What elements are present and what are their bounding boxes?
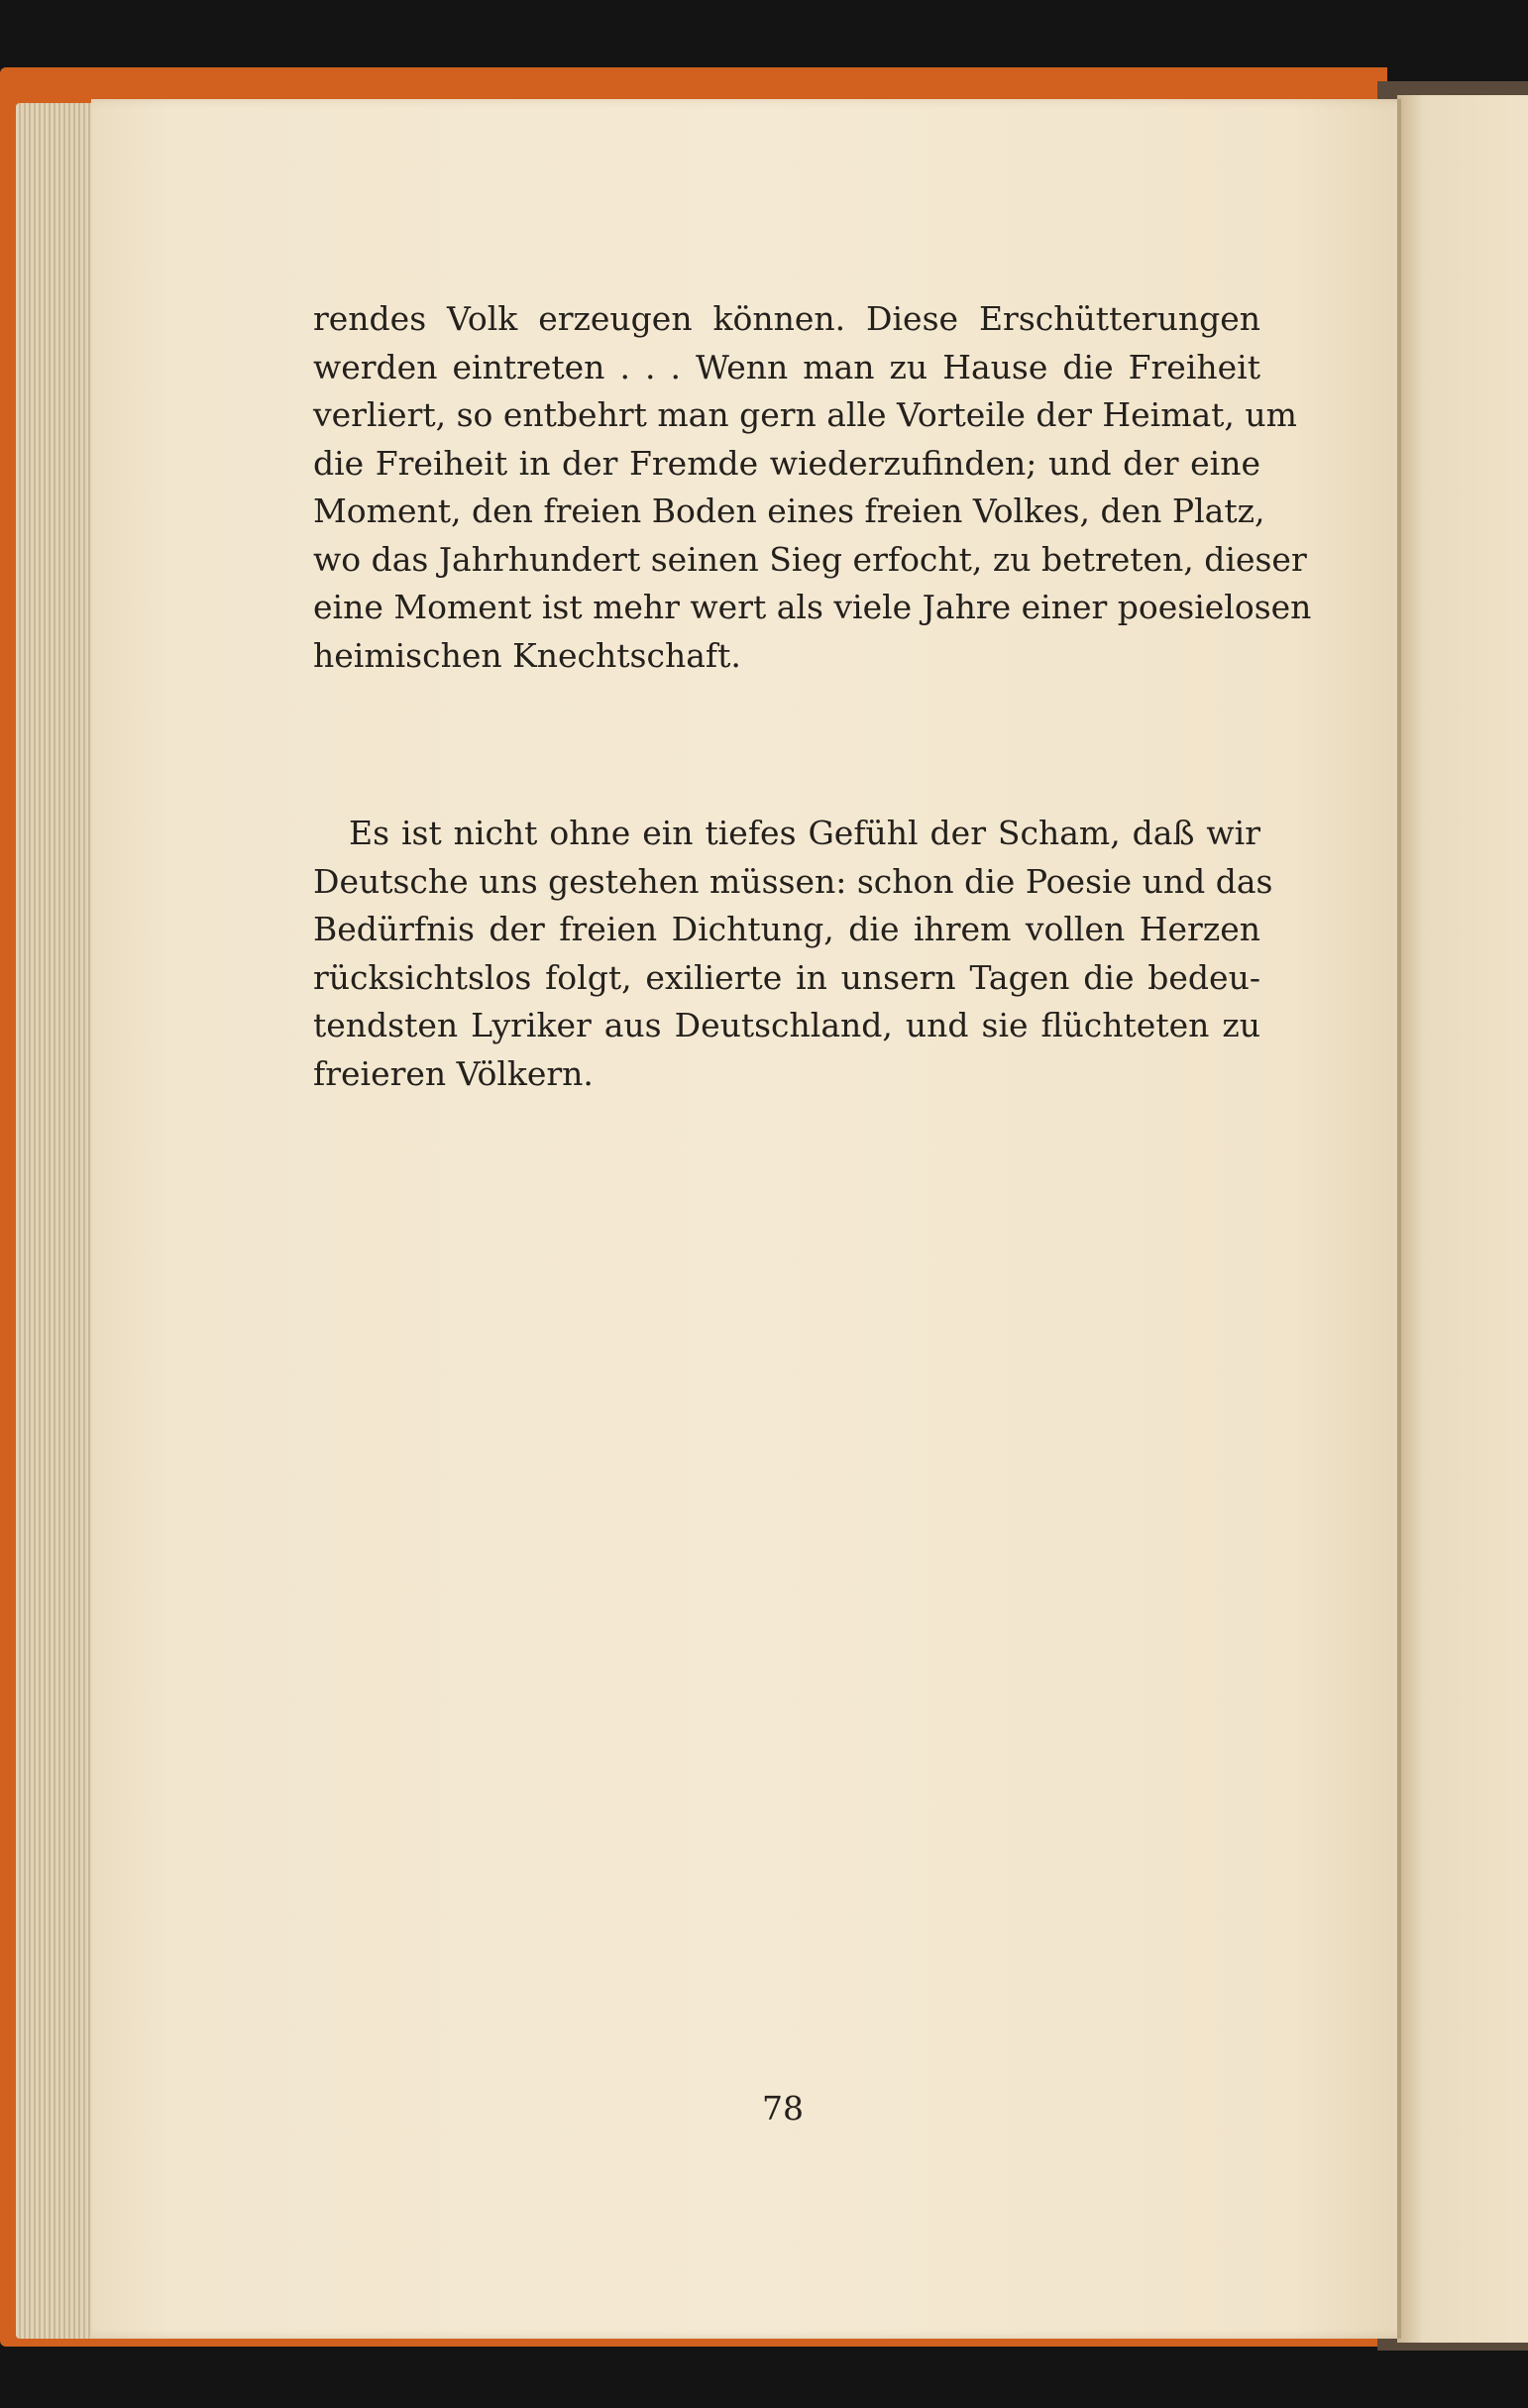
text-line: wo das Jahrhundert seinen Sieg erfocht, zu betreten, dieser bbox=[313, 539, 1307, 579]
text-line: Moment, den freien Boden eines freien Volkes, den Platz, bbox=[313, 492, 1265, 530]
gutter bbox=[1397, 99, 1401, 2339]
paragraph-2 bbox=[313, 810, 1273, 1098]
text-line: rücksichtslos folgt, exilierte in unsern Tagen die bedeu- bbox=[313, 957, 1260, 997]
paragraph-1 bbox=[313, 295, 1312, 680]
text-line: die Freiheit in der Fremde wiederzufinden; und der eine bbox=[313, 443, 1260, 483]
page-number: 78 bbox=[762, 2089, 804, 2128]
text-line: Bedürfnis der freien Dichtung, die ihrem vollen Herzen bbox=[313, 910, 1260, 948]
text-line: eine Moment ist mehr wert als viele Jahre einer poesielosen bbox=[313, 588, 1312, 626]
text-line: Deutsche uns gestehen müssen: schon die Poesie und das bbox=[313, 861, 1273, 901]
text-line: heimischen Knechtschaft. bbox=[313, 635, 741, 675]
page-edges bbox=[16, 103, 99, 2339]
text-line: tendsten Lyriker aus Deutschland, und sie flüchteten zu bbox=[313, 1006, 1260, 1044]
text-line: werden eintreten . . . Wenn man zu Hause die Freiheit bbox=[313, 347, 1260, 386]
text-line: rendes Volk erzeugen können. Diese Erschütterungen bbox=[313, 299, 1260, 338]
text-line: Es ist nicht ohne ein tiefes Gefühl der Scham, daß wir bbox=[349, 814, 1260, 852]
text-line: freieren Völkern. bbox=[313, 1053, 594, 1093]
facing-page-edge bbox=[1397, 95, 1528, 2343]
text-line: verliert, so entbehrt man gern alle Vorteile der Heimat, um bbox=[313, 395, 1297, 434]
